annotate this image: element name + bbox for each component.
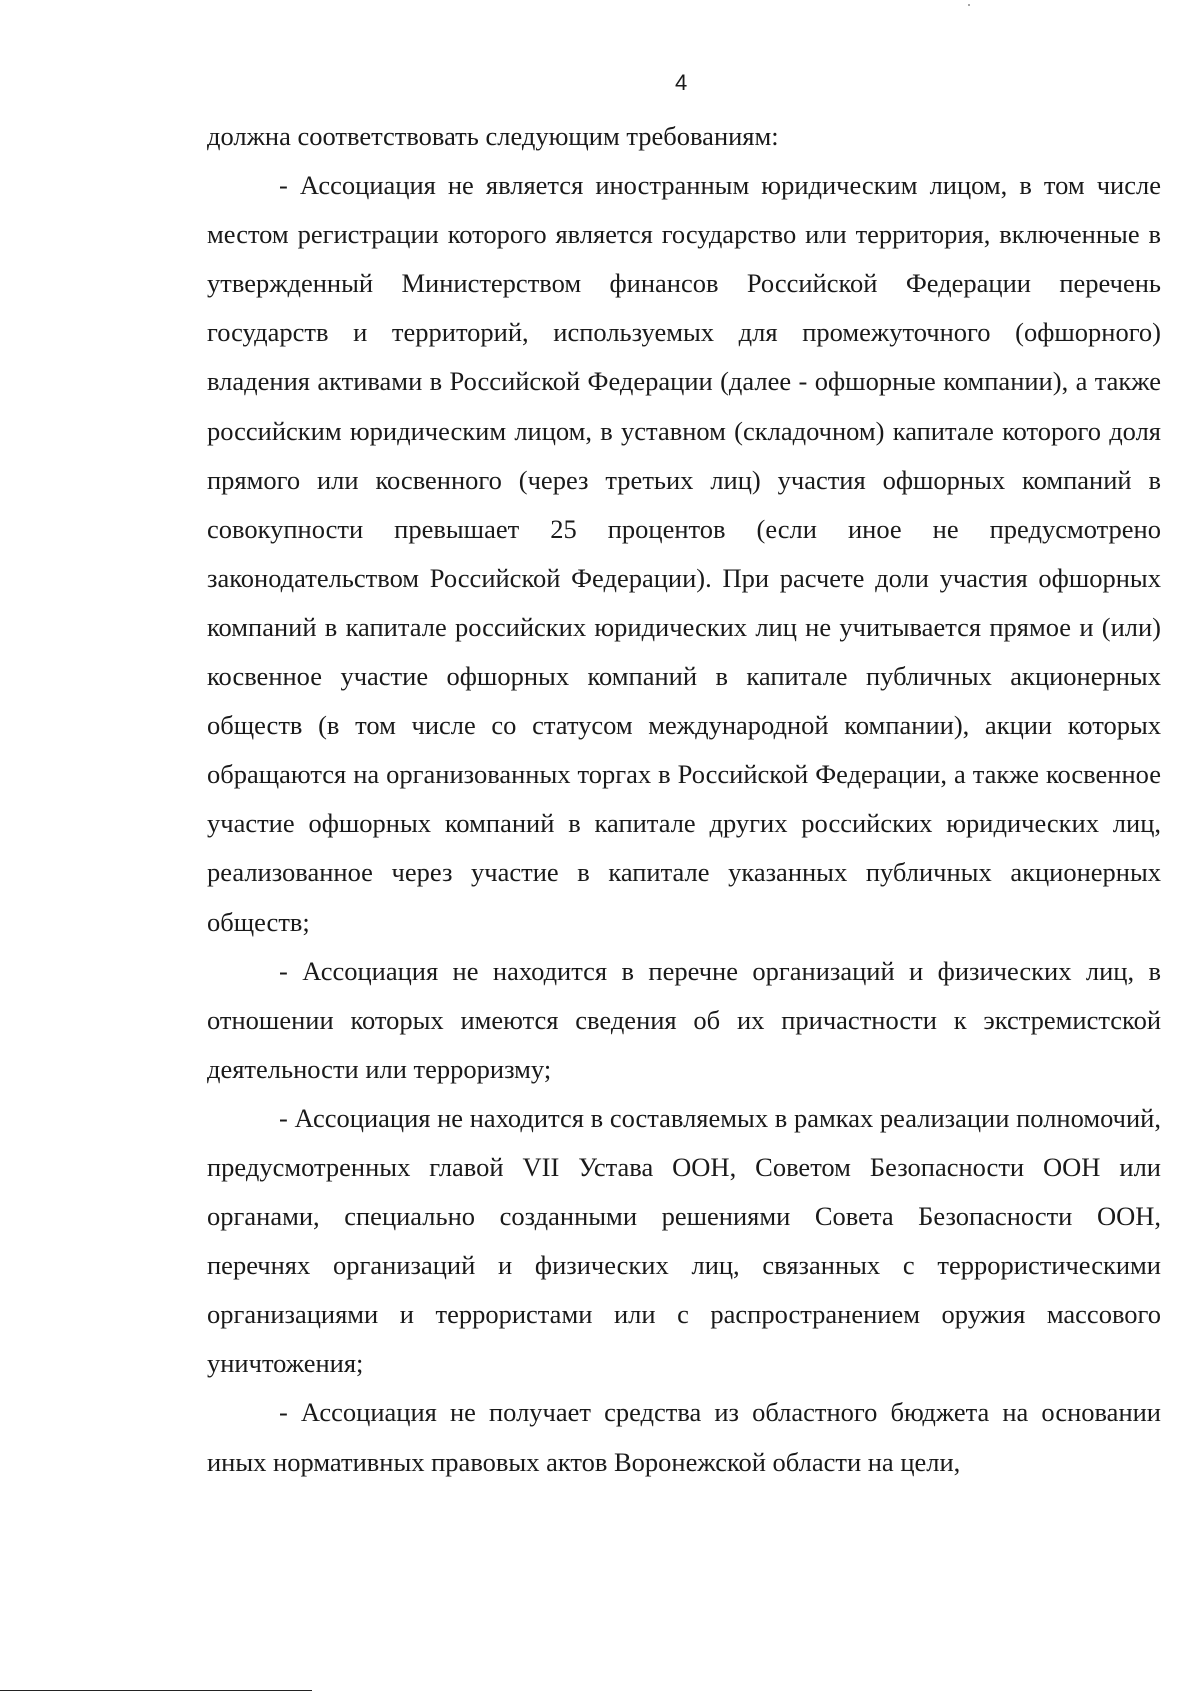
paragraph-budget-requirement: - Ассоциация не получает средства из областного бюджета на основании иных нормативных правовых актов Воронежской области на цели, (207, 1397, 1161, 1477)
footer-rule (0, 1690, 312, 1691)
paragraph-un-sanctions-requirement: - Ассоциация не находится в составляемых в рамках реализации полномочий, предусмотренных главой VII Устава ООН, Советом Безопасности ООН или органами, специально созданными решениями Совета Безопасности ООН, перечнях организаций и физических лиц, связанных с террористическими организациями и террористами или с распространением оружия массового уничтожения; (207, 1102, 1161, 1379)
paragraph-extremism-requirement: - Ассоциация не находится в перечне организаций и физических лиц, в отношении которых имеются сведения об их причастности к экстремистской деятельности или терроризму; (207, 955, 1161, 1084)
page-number: 4 (675, 70, 688, 95)
paragraph-intro: должна соответствовать следующим требованиям: (207, 121, 779, 151)
document-body (207, 112, 1161, 1487)
scan-speck (968, 4, 970, 6)
paragraph-offshore-requirement: - Ассоциация не является иностранным юридическим лицом, в том числе местом регистрации которого является государство или территория, включенные в утвержденный Министерством финансов Российской Федерации перечень государств и территорий, используемых для промежуточного (офшорного) владения активами в Российской Федерации (далее - офшорные компании), а также российским юридическим лицом, в уставном (складочном) капитале которого доля прямого или косвенного (через третьих лиц) участия офшорных компаний в совокупности превышает 25 процентов (если иное не предусмотрено законодательством Российской Федерации). При расчете доли участия офшорных компаний в капитале российских юридических лиц не учитывается прямое и (или) косвенное участие офшорных компаний в капитале публичных акционерных обществ (в том числе со статусом международной компании), акции которых обращаются на организованных торгах в Российской Федерации, а также косвенное участие офшорных компаний в капитале других российских юридических лиц, реализованное через участие в капитале указанных публичных акционерных обществ; (207, 170, 1161, 937)
